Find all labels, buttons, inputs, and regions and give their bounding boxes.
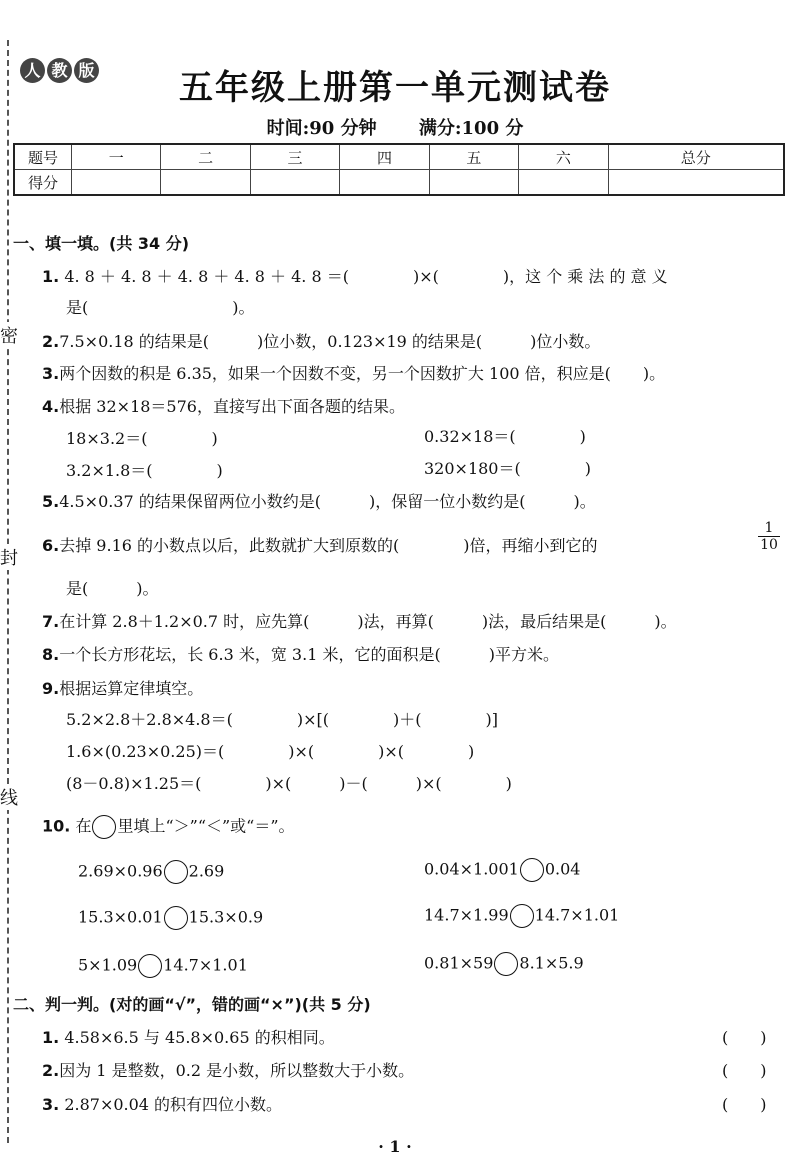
binding-margin-line <box>7 40 9 1143</box>
comparison-left: 5×1.09 <box>78 955 138 975</box>
comparison-right: 8.1×5.9 <box>519 953 584 973</box>
margin-char-feng: 封 <box>0 544 18 570</box>
q9-item: 5.2×2.8＋2.8×4.8＝( )×[( )＋( )] <box>66 710 498 729</box>
question-number: 9. <box>42 679 60 698</box>
question-number: 2. <box>42 1061 60 1080</box>
question-number: 4. <box>42 397 60 416</box>
question-number: 2. <box>42 332 60 351</box>
score-input-cell[interactable] <box>250 170 339 196</box>
judge-3 <box>42 1094 282 1116</box>
comparison-answer-circle[interactable] <box>164 860 188 884</box>
question-text: 因为 1 是整数，0.2 是小数，所以整数大于小数。 <box>59 1061 415 1080</box>
question-text: 里填上“＞”“＜”或“＝”。 <box>117 816 295 836</box>
score-table-cell: 五 <box>429 144 518 170</box>
q9-item: (8－0.8)×1.25＝( )×( )－( )×( ) <box>66 774 512 793</box>
score-table-score-row <box>14 170 784 196</box>
comparison-answer-circle[interactable] <box>138 954 162 978</box>
section-1-title: 一、填一填。(共 34 分) <box>13 234 190 253</box>
fraction-denominator: 10 <box>760 537 778 553</box>
score-table-cell: 二 <box>161 144 250 170</box>
question-number: 6. <box>42 536 60 555</box>
comparison-left: 14.7×1.99 <box>424 905 509 925</box>
question-text: 去掉 9.16 的小数点以后，此数就扩大到原数的( )倍，再缩小到它的 <box>59 536 598 555</box>
score-table-cell: 一 <box>72 144 161 170</box>
score-table-cell: 总分 <box>608 144 784 170</box>
question-number: 7. <box>42 612 60 631</box>
comparison-item <box>424 952 584 976</box>
margin-char-mi: 密 <box>0 322 18 348</box>
question-number: 5. <box>42 492 60 511</box>
q4-item: 3.2×1.8＝( ) <box>66 461 223 480</box>
question-6 <box>42 535 598 557</box>
time-limit: 时间:90 分钟 <box>266 118 377 139</box>
comparison-left: 15.3×0.01 <box>78 907 163 927</box>
comparison-right: 14.7×1.01 <box>534 905 620 925</box>
comparison-answer-circle[interactable] <box>164 906 188 930</box>
question-number: 10. <box>42 816 71 836</box>
question-5 <box>42 491 596 513</box>
score-table-cell: 四 <box>340 144 429 170</box>
question-number: 1. <box>42 1028 60 1047</box>
question-text: 根据运算定律填空。 <box>59 679 204 698</box>
full-score: 满分:100 分 <box>418 118 524 139</box>
score-input-cell[interactable] <box>608 170 784 196</box>
question-text: 2.87×0.04 的积有四位小数。 <box>64 1095 283 1114</box>
question-text: 在计算 2.8＋1.2×0.7 时，应先算( )法，再算( )法，最后结果是( )。 <box>59 612 677 631</box>
judge-answer-box[interactable]: ( ) <box>722 1095 767 1114</box>
comparison-answer-circle[interactable] <box>520 858 544 882</box>
judge-1 <box>42 1027 335 1049</box>
score-table-cell: 题号 <box>14 144 72 170</box>
score-input-cell[interactable] <box>429 170 518 196</box>
question-number: 1. <box>42 267 60 286</box>
fraction-numerator: 1 <box>758 520 780 537</box>
question-3 <box>42 363 665 385</box>
question-text: 4.58×6.5 与 45.8×0.65 的积相同。 <box>64 1028 335 1047</box>
q4-item: 18×3.2＝( ) <box>66 429 218 448</box>
question-number: 8. <box>42 645 60 664</box>
comparison-item <box>78 954 248 978</box>
judge-answer-box[interactable]: ( ) <box>722 1028 767 1047</box>
score-table <box>13 143 785 196</box>
comparison-circle-icon <box>92 815 116 839</box>
score-input-cell[interactable] <box>161 170 250 196</box>
question-text: 4.5×0.37 的结果保留两位小数约是( )，保留一位小数约是( )。 <box>59 492 596 511</box>
question-6-line-2: 是( )。 <box>66 579 159 598</box>
question-text: 在 <box>75 816 92 836</box>
question-7 <box>42 611 677 633</box>
badge-char: 教 <box>47 58 72 83</box>
question-number: 3. <box>42 1095 60 1114</box>
question-text: 根据 32×18＝576，直接写出下面各题的结果。 <box>59 397 405 416</box>
q4-item: 320×180＝( ) <box>424 459 591 478</box>
question-1-line-2: 是( )。 <box>66 298 255 317</box>
question-8 <box>42 644 559 666</box>
comparison-right: 0.04 <box>544 859 581 879</box>
score-table-cell: 得分 <box>14 170 72 196</box>
question-text: 7.5×0.18 的结果是( )位小数，0.123×19 的结果是( )位小数。 <box>59 332 601 351</box>
judge-answer-box[interactable]: ( ) <box>722 1061 767 1080</box>
comparison-answer-circle[interactable] <box>494 952 518 976</box>
question-number: 3. <box>42 364 60 383</box>
q4-item: 0.32×18＝( ) <box>424 427 586 446</box>
page-title: 五年级上册第一单元测试卷 <box>179 68 611 108</box>
comparison-item <box>78 860 224 884</box>
comparison-right: 2.69 <box>188 861 225 881</box>
score-table-cell: 三 <box>250 144 339 170</box>
comparison-item <box>424 858 580 882</box>
comparison-left: 0.04×1.001 <box>424 859 519 879</box>
comparison-right: 15.3×0.9 <box>188 907 264 927</box>
fraction-one-tenth <box>758 520 780 553</box>
comparison-item <box>78 906 263 930</box>
judge-2 <box>42 1060 414 1082</box>
badge-char: 版 <box>74 58 99 83</box>
comparison-right: 14.7×1.01 <box>163 955 248 975</box>
question-2 <box>42 331 600 353</box>
score-input-cell[interactable] <box>72 170 161 196</box>
section-2-title: 二、判一判。(对的画“√”，错的画“×”)(共 5 分) <box>13 995 371 1014</box>
question-text: 4. 8 ＋ 4. 8 ＋ 4. 8 ＋ 4. 8 ＋ 4. 8 ＝( )×( )，这 个 乘 法 的 意 义 <box>64 267 668 286</box>
comparison-left: 2.69×0.96 <box>78 861 163 881</box>
question-text: 两个因数的积是 6.35，如果一个因数不变，另一个因数扩大 100 倍，积应是( )。 <box>59 364 666 383</box>
page-number: · 1 · <box>378 1137 412 1156</box>
question-9 <box>42 678 203 700</box>
badge-char: 人 <box>20 58 45 83</box>
margin-char-xian: 线 <box>0 784 18 810</box>
question-1 <box>42 266 668 288</box>
score-table-header-row <box>14 144 784 170</box>
question-4 <box>42 396 405 418</box>
question-10 <box>42 815 295 839</box>
score-table-cell: 六 <box>519 144 608 170</box>
comparison-answer-circle[interactable] <box>510 904 534 928</box>
score-input-cell[interactable] <box>340 170 429 196</box>
comparison-left: 0.81×59 <box>424 953 494 973</box>
score-input-cell[interactable] <box>519 170 608 196</box>
exam-info <box>0 114 790 140</box>
q9-item: 1.6×(0.23×0.25)＝( )×( )×( ) <box>66 742 475 761</box>
comparison-item <box>424 904 619 928</box>
question-text: 一个长方形花坛，长 6.3 米，宽 3.1 米，它的面积是( )平方米。 <box>59 645 559 664</box>
